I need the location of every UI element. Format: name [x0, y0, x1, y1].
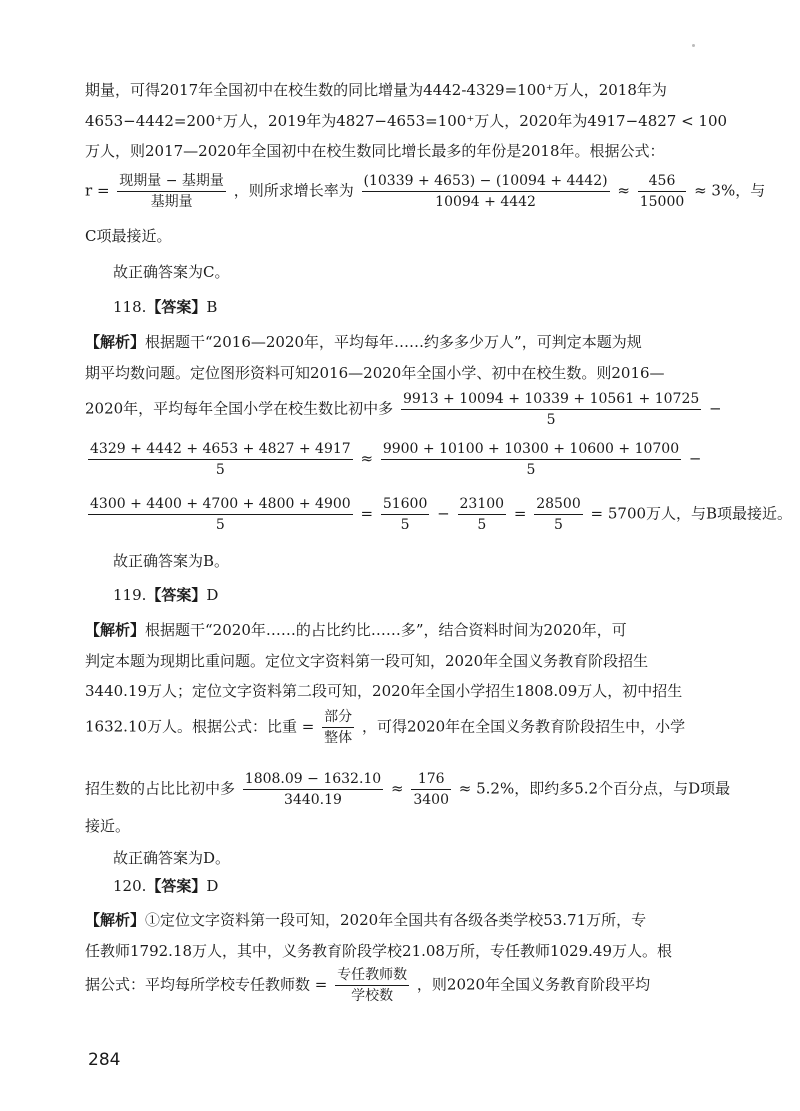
formula-prefix: 招生数的占比比初中多	[85, 779, 236, 798]
analysis-text: 根据题干“2020年……的占比约比……多”，结合资料时间为2020年，可	[145, 621, 627, 639]
numerator: 1808.09 − 1632.10	[243, 770, 383, 790]
answer-letter: B	[206, 298, 218, 316]
fraction	[458, 495, 507, 534]
denominator: 5	[554, 517, 563, 533]
analysis-text: ①定位文字资料第一段可知，2020年全国共有各级各类学校53.71万所，专	[145, 911, 647, 929]
formula-line	[85, 708, 685, 747]
answer-letter: D	[206, 586, 219, 604]
question-header	[113, 585, 218, 605]
page-number: 284	[88, 1050, 121, 1070]
text-line: 任教师1792.18万人，其中，义务教育阶段学校21.08万所，专任教师1029.49万人。根	[85, 942, 673, 960]
formula-tail: ，可得2020年在全国义务教育阶段招生中，小学	[361, 717, 686, 736]
formula-line	[85, 440, 701, 479]
denominator: 5	[400, 517, 410, 533]
answer-statement: 故正确答案为D。	[113, 849, 231, 867]
analysis-line	[85, 332, 642, 352]
fraction	[362, 172, 610, 211]
text-line: 3440.19万人；定位文字资料第二段可知，2020年全国小学招生1808.09万人，初中招生	[85, 682, 683, 700]
answer-tag: 【答案】	[146, 586, 207, 604]
fraction	[381, 440, 681, 479]
text-line: 4653−4442=200⁺万人，2019年为4827−4653=100⁺万人，2020年为4917−4827 < 100	[85, 112, 728, 130]
text-line: 期平均数问题。定位图形资料可知2016—2020年全国小学、初中在校生数。则2016—	[85, 364, 665, 382]
numerator: 176	[411, 770, 451, 790]
denominator: 整体	[324, 730, 353, 746]
denominator: 15000	[639, 194, 685, 210]
denominator: 5	[546, 412, 556, 428]
formula-line	[85, 172, 765, 211]
denominator: 5	[215, 517, 225, 533]
numerator: 28500	[534, 495, 583, 515]
formula-line	[85, 770, 730, 809]
analysis-line	[85, 620, 627, 640]
numerator: 456	[638, 172, 687, 192]
equals-sign: =	[360, 504, 374, 523]
answer-statement: 故正确答案为B。	[113, 552, 230, 570]
fraction	[638, 172, 687, 211]
minus-sign: −	[437, 504, 450, 523]
formula-tail: −	[688, 449, 702, 468]
formula-tail: −	[709, 399, 722, 418]
numerator: 现期量 − 基期量	[117, 172, 226, 192]
numerator: 专任教师数	[335, 966, 409, 986]
analysis-tag: 【解析】	[85, 911, 146, 929]
answer-tag: 【答案】	[146, 298, 207, 316]
formula-tail: ，则2020年全国义务教育阶段平均	[416, 975, 651, 994]
equals-sign: =	[513, 504, 527, 523]
denominator: 5	[477, 517, 487, 533]
denominator: 10094 + 4442	[435, 194, 536, 210]
scan-speck	[692, 44, 695, 47]
formula-line	[85, 495, 792, 534]
text-line: C项最接近。	[85, 227, 172, 245]
formula-prefix: 2020年，平均每年全国小学在校生数比初中多	[85, 399, 394, 418]
numerator: 9900 + 10100 + 10300 + 10600 + 10700	[381, 440, 681, 460]
denominator: 基期量	[150, 194, 193, 210]
formula-line	[85, 390, 722, 429]
fraction	[88, 440, 353, 479]
formula-tail: ≈ 3%，与	[694, 181, 766, 200]
approx-sign: ≈	[360, 449, 374, 468]
numerator: 9913 + 10094 + 10339 + 10561 + 10725	[401, 390, 701, 410]
denominator: 3440.19	[284, 792, 342, 808]
answer-statement: 故正确答案为C。	[113, 263, 230, 281]
question-header	[113, 297, 217, 317]
fraction	[401, 390, 701, 429]
question-header	[113, 876, 218, 896]
numerator: 部分	[322, 708, 354, 728]
numerator: 51600	[381, 495, 430, 515]
numerator: 4329 + 4442 + 4653 + 4827 + 4917	[88, 440, 353, 460]
analysis-tag: 【解析】	[85, 621, 146, 639]
approx-sign: ≈	[391, 779, 404, 798]
formula-prefix: r =	[85, 181, 110, 200]
numerator: 4300 + 4400 + 4700 + 4800 + 4900	[88, 495, 353, 515]
analysis-tag: 【解析】	[85, 333, 146, 351]
text-line: 期量，可得2017年全国初中在校生数的同比增量为4442-4329=100⁺万人，2018年为	[85, 81, 667, 99]
denominator: 5	[215, 462, 225, 478]
fraction	[322, 708, 354, 747]
answer-tag: 【答案】	[146, 877, 207, 895]
text-line: 判定本题为现期比重问题。定位文字资料第一段可知，2020年全国义务教育阶段招生	[85, 652, 649, 670]
fraction	[411, 770, 451, 809]
formula-line	[85, 966, 650, 1005]
formula-text: ，则所求增长率为	[233, 181, 354, 200]
text-line: 万人，则2017—2020年全国初中在校生数同比增长最多的年份是2018年。根据公式：	[85, 142, 665, 160]
fraction	[534, 495, 583, 534]
numerator: 23100	[458, 495, 507, 515]
question-number: 120.	[113, 877, 147, 895]
answer-letter: D	[206, 877, 219, 895]
fraction	[335, 966, 409, 1005]
formula-prefix: 1632.10万人。根据公式：比重 =	[85, 717, 315, 736]
fraction	[243, 770, 383, 809]
approx-sign: ≈	[617, 181, 630, 200]
text-line: 接近。	[85, 817, 131, 835]
denominator: 5	[526, 462, 536, 478]
formula-tail: = 5700万人，与B项最接近。	[590, 504, 793, 523]
analysis-line	[85, 910, 646, 930]
question-number: 118.	[113, 298, 147, 316]
denominator: 3400	[413, 792, 449, 808]
question-number: 119.	[113, 586, 147, 604]
fraction	[117, 172, 226, 211]
fraction	[88, 495, 353, 534]
formula-tail: ≈ 5.2%，即约多5.2个百分点，与D项最	[458, 779, 731, 798]
formula-prefix: 据公式：平均每所学校专任教师数 =	[85, 975, 328, 994]
denominator: 学校数	[351, 988, 394, 1004]
fraction	[381, 495, 430, 534]
analysis-text: 根据题干“2016—2020年，平均每年……约多多少万人”，可判定本题为规	[145, 333, 642, 351]
numerator: (10339 + 4653) − (10094 + 4442)	[362, 172, 610, 192]
